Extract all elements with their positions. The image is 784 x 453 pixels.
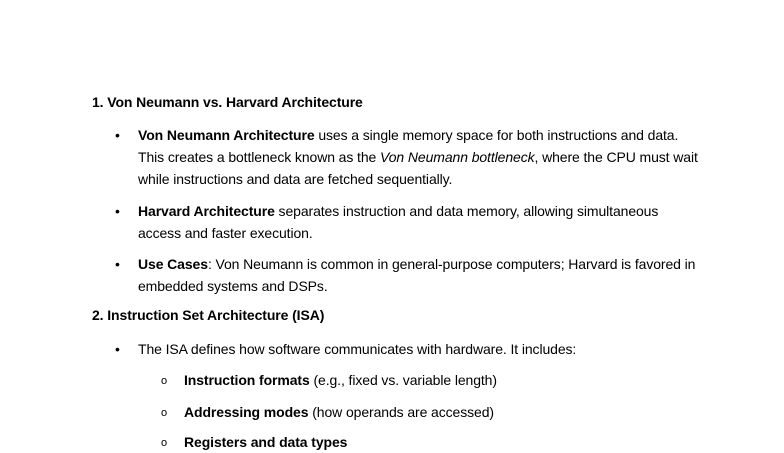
list-item-use-cases	[138, 253, 698, 297]
sub-item-registers	[184, 431, 347, 453]
list-item-text: uses a single memory space for both instructions and data. This creates a bottleneck known as the	[138, 127, 679, 165]
bullet-icon: •	[115, 203, 120, 219]
sub-item-text: (e.g., fixed vs. variable length)	[309, 372, 497, 388]
sub-item-text: (how operands are accessed)	[308, 404, 494, 420]
term-addressing-modes: Addressing modes	[184, 404, 309, 420]
term-von-neumann: Von Neumann Architecture	[138, 127, 315, 143]
term-von-neumann-bottleneck: Von Neumann bottleneck	[380, 149, 535, 165]
list-item-isa-definition: The ISA defines how software communicates with hardware. It includes:	[138, 341, 577, 357]
sub-item-addressing-modes	[184, 401, 494, 423]
sub-bullet-icon: o	[161, 375, 168, 387]
term-harvard: Harvard Architecture	[138, 203, 275, 219]
section-heading-isa: 2. Instruction Set Architecture (ISA)	[92, 307, 325, 323]
term-instruction-formats: Instruction formats	[184, 372, 310, 388]
list-item-text: : Von Neumann is common in general-purpose computers; Harvard is favored in embedded systems and DSPs.	[138, 256, 696, 294]
bullet-icon: •	[115, 127, 120, 143]
sub-bullet-icon: o	[161, 437, 168, 449]
list-item-harvard	[138, 200, 698, 244]
sub-bullet-icon: o	[161, 407, 168, 419]
sub-item-instruction-formats	[184, 369, 497, 391]
term-registers-data-types: Registers and data types	[184, 434, 348, 450]
bullet-icon: •	[115, 341, 120, 357]
list-item-text: , where the CPU must wait while instructions and data are fetched sequentially.	[138, 149, 698, 187]
section-heading-von-neumann-harvard: 1. Von Neumann vs. Harvard Architecture	[92, 94, 363, 110]
bullet-icon: •	[115, 256, 120, 272]
term-use-cases: Use Cases	[138, 256, 208, 272]
list-item-text: separates instruction and data memory, allowing simultaneous access and faster execution.	[138, 203, 659, 241]
list-item-von-neumann	[138, 124, 698, 190]
